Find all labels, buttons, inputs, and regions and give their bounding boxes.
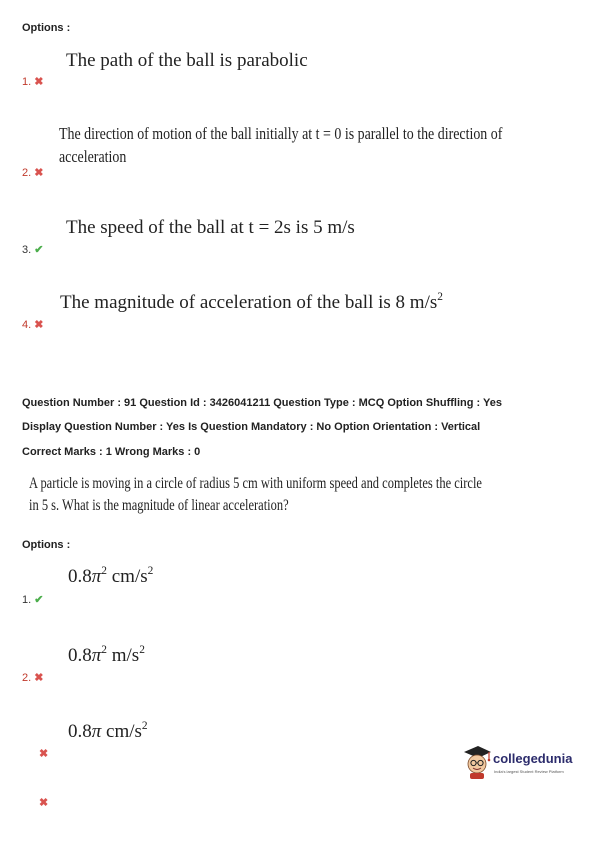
option-3-marker [22,240,43,258]
wrong-mark-icon: ✖ [34,672,44,684]
option-1-marker [22,72,43,90]
wrong-mark-icon: ✖ [34,76,44,88]
unit: cm/s [111,566,148,587]
question-meta-line3: Correct Marks : 1 Wrong Marks : 0 [22,446,201,458]
pi-symbol: π [91,721,102,742]
option-4-text-main: The magnitude of acceleration of the ball is 8 m/s [60,292,438,313]
option-number: 1. [22,76,32,88]
option-number: 4. [22,319,32,331]
question-text-line2: in 5 s. What is the magnitude of linear acceleration? [29,497,289,514]
answer-option-1-marker [22,590,43,608]
logo-wordmark: collegedunia [493,751,573,766]
answer-option-3-marker [36,744,48,762]
answer-option-2-text [68,645,145,667]
wrong-mark-icon: ✖ [39,748,49,760]
coefficient: 0.8 [68,645,92,666]
pi-exponent: 2 [101,644,107,657]
answer-option-1-text [68,566,153,588]
unit: m/s [111,645,140,666]
question-meta-line1: Question Number : 91 Question Id : 3426041211 Question Type : MCQ Option Shuffling : Yes [22,397,503,409]
option-4-marker [22,315,43,333]
unit-exponent: 2 [139,644,145,657]
option-4-text [60,292,443,314]
unit: cm/s [106,721,142,742]
student-mascot-icon [462,744,492,780]
question-meta-line2: Display Question Number : Yes Is Question Mandatory : No Option Orientation : Vertical [22,421,481,433]
coefficient: 0.8 [68,721,92,742]
logo-tagline: India's largest Student Review Platform [494,769,564,774]
options-heading: Options : [22,22,71,34]
collegedunia-logo [462,744,588,782]
correct-mark-icon: ✔ [34,244,44,256]
option-number: 1. [22,594,32,606]
pi-symbol: π [91,645,102,666]
question-text-line1: A particle is moving in a circle of radius 5 cm with uniform speed and completes the circle [29,475,482,492]
wrong-mark-icon: ✖ [34,167,44,179]
answer-option-2-marker [22,668,43,686]
pi-symbol: π [91,566,102,587]
option-1-text: The path of the ball is parabolic [66,50,308,71]
unit-exponent: 2 [141,720,148,733]
option-2-text-line1: The direction of motion of the ball initially at t = 0 is parallel to the direction of [59,124,503,143]
wrong-mark-icon: ✖ [39,797,49,809]
answer-option-3-text [68,721,148,743]
option-number: 2. [22,167,32,179]
option-3-text: The speed of the ball at t = 2s is 5 m/s [66,217,355,238]
option-2-marker [22,163,43,181]
correct-mark-icon: ✔ [34,594,44,606]
answer-option-4-marker [36,793,48,811]
options-heading: Options : [22,539,71,551]
pi-exponent: 2 [101,565,107,578]
option-number: 3. [22,244,32,256]
unit-exponent: 2 [147,565,154,578]
wrong-mark-icon: ✖ [34,319,44,331]
option-2-text-line2: acceleration [59,147,127,166]
coefficient: 0.8 [68,566,92,587]
option-number: 2. [22,672,32,684]
option-4-exponent: 2 [437,291,443,304]
